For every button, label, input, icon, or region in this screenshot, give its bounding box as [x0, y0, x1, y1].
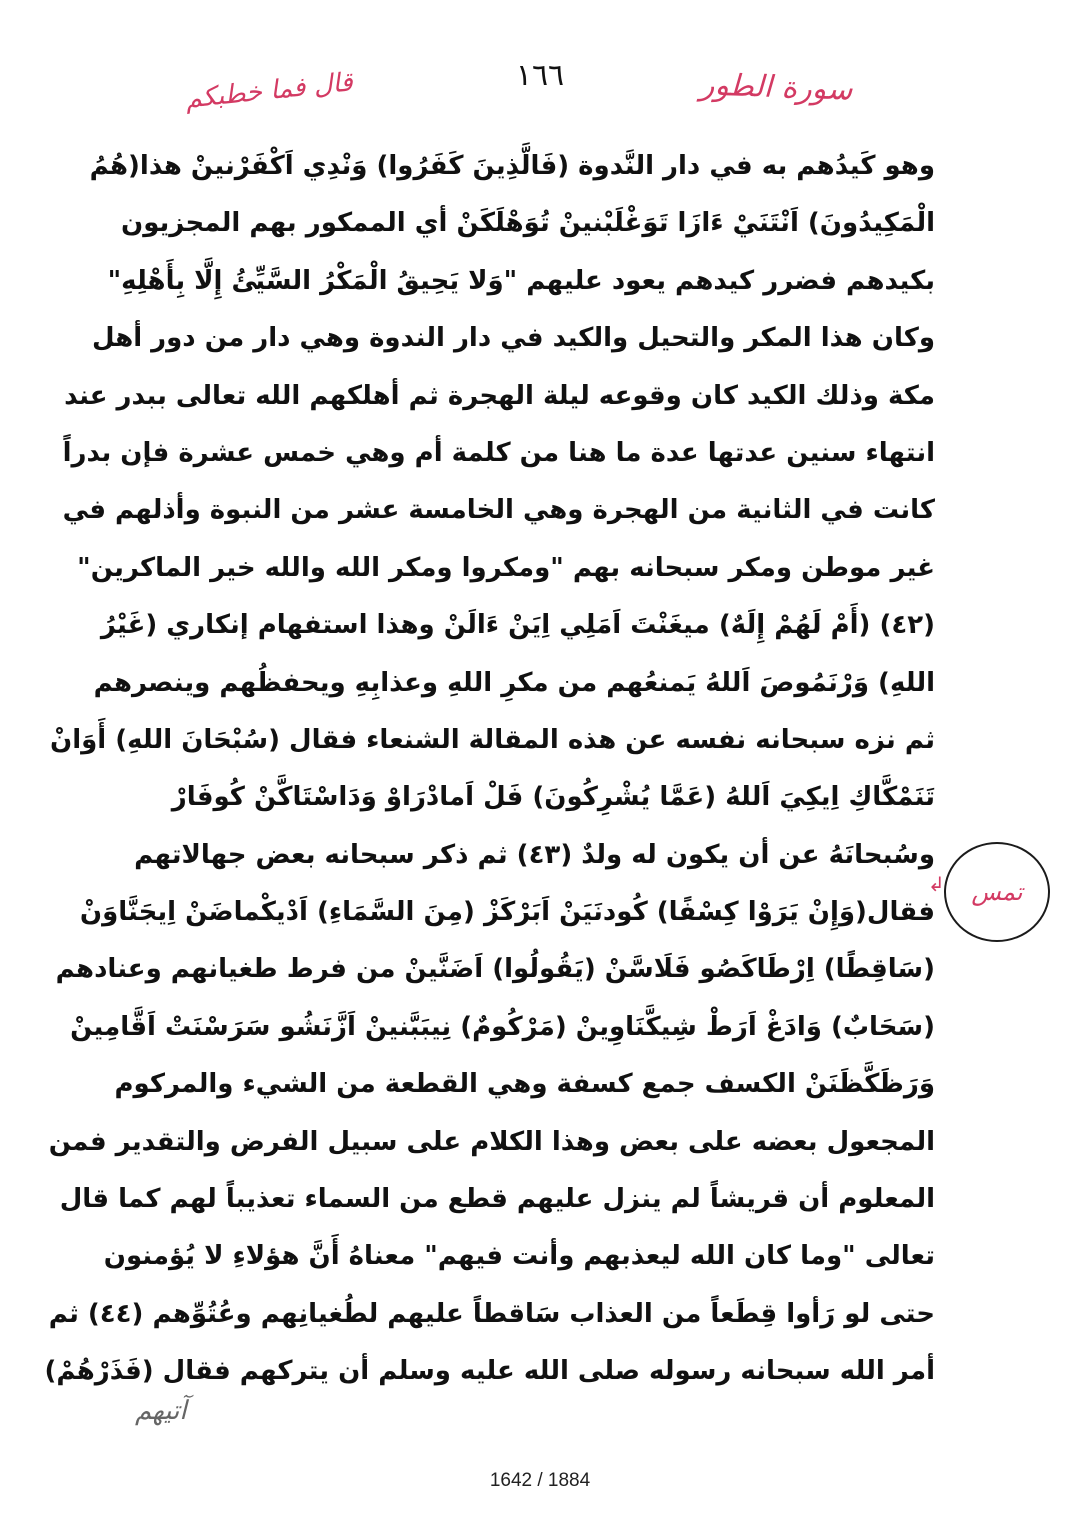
text-line: مكة وذلك الكيد كان وقوعه ليلة الهجرة ثم أهلكهم الله تعالى ببدر عند — [64, 380, 935, 411]
text-line: كانت في الثانية من الهجرة وهي الخامسة عشر من النبوة وأذلهم في — [62, 495, 935, 526]
text-line: أمر الله سبحانه رسوله صلى الله عليه وسلم أن يتركهم فقال (فَذَرْهُمْ) — [44, 1356, 935, 1387]
catchword: آتيهم — [135, 1396, 187, 1426]
text-line: وهو كَيدُهم به في دار النَّدوة (فَالَّذِينَ كَفَرُوا) وَنْدِي اَكْفَرْنينْ هذا(هُمُ — [89, 151, 935, 181]
page-number: ١٦٦ — [515, 58, 565, 93]
text-line: بكيدهم فضرر كيدهم يعود عليهم "وَلا يَحِيقُ الْمَكْرُ السَّيِّئُ إِلَّا بِأَهْلِهِ" — [107, 265, 935, 296]
part-handnote: قال فما خطبكم — [183, 67, 355, 115]
text-line: (سَاقِطًا) اِرْطَاكَصُو فَلَاسَّنْ (يَقُولُوا) اَضَنَّينْ من فرط طغيانهم وعنادهم — [55, 954, 935, 985]
text-line: غير موطن ومكر سبحانه بهم "ومكروا ومكر الله والله خير الماكرين" — [77, 552, 935, 583]
page-counter: 1642 / 1884 — [489, 1470, 591, 1491]
text-line: المجعول بعضه على بعض وهذا الكلام على سبيل الفرض والتقدير فمن — [48, 1126, 935, 1157]
text-line: ثم نزه سبحانه نفسه عن هذه المقالة الشنعاء فقال (سُبْحَانَ اللهِ) أَوَانْ — [50, 724, 935, 755]
margin-note-text: تمس — [971, 878, 1023, 906]
text-line: الْمَكِيدُونَ) اَنْتَنَيْ ءَازَا تَوَغْلَبْنينْ تُوَهْلَكَنْ أي الممكور بهم المجزيون — [121, 208, 935, 239]
text-line: انتهاء سنين عدتها عدة ما هنا من كلمة أم وهي خمس عشرة فإن بدراً — [62, 437, 935, 468]
text-line: (سَحَابٌ) وَادَغْ اَرَطْ شِيكَّنَاوِينْ (مَرْكُومٌ) نِيبَبَّنينْ اَزَّنَشُو سَرَسْنَتْ اَقَّامِينْ — [70, 1011, 935, 1042]
text-line: (٤٢) (أَمْ لَهُمْ إِلَهٌ) ميغَنْتَ اَمَلِي اِيَنْ ءَالَنْ وهذا استفهام إنكاري (غَيْرُ — [100, 610, 935, 641]
text-line: وَرَظَكَّظَنَنْ الكسف جمع كسفة وهي القطعة من الشيء والمركوم — [114, 1069, 935, 1100]
margin-note-circle — [944, 842, 1050, 942]
insertion-mark-icon: ↲ — [928, 872, 945, 896]
text-line: وسُبحانَهُ عن أن يكون له ولدٌ (٤٣) ثم ذكر سبحانه بعض جهالاتهم — [134, 839, 935, 870]
text-line: اللهِ) وَرْنَمُوصَ اَللهُ يَمنعُهم من مكرِ اللهِ وعذابِهِ ويحفظُهم وينصرهم — [93, 667, 935, 698]
surah-handnote: سورة الطور — [699, 67, 854, 108]
text-line: تعالى "وما كان الله ليعذبهم وأنت فيهم" معناهُ أَنَّ هؤلاءِ لا يُؤمنون — [103, 1241, 935, 1272]
text-line: فقال(وَإِنْ يَرَوْا كِسْفًا) كُودنَيَنْ اَبَرْكَزْ (مِنَ السَّمَاءِ) اَدْيكْماضَنْ اِيجَنَّاوَنْ — [79, 897, 935, 928]
text-line: حتى لو رَأوا قِطَعاً من العذاب سَاقطاً عليهم لطُغيانِهم وعُتُوِّهم (٤٤) ثم — [48, 1298, 935, 1329]
body-text — [44, 138, 935, 1401]
text-line: وكان هذا المكر والتحيل والكيد في دار الندوة وهي دار من دور أهل — [91, 323, 935, 354]
text-line: تَنَمْكَّاكِ اِيكِيَ اَللهُ (عَمَّا يُشْرِكُونَ) فَلْ اَمادْرَاوْ وَدَاسْتَاكَّنْ كُوفَارْ — [171, 782, 935, 813]
text-line: المعلوم أن قريشاً لم ينزل عليهم قطع من السماء تعذيباً لهم كما قال — [59, 1184, 935, 1215]
